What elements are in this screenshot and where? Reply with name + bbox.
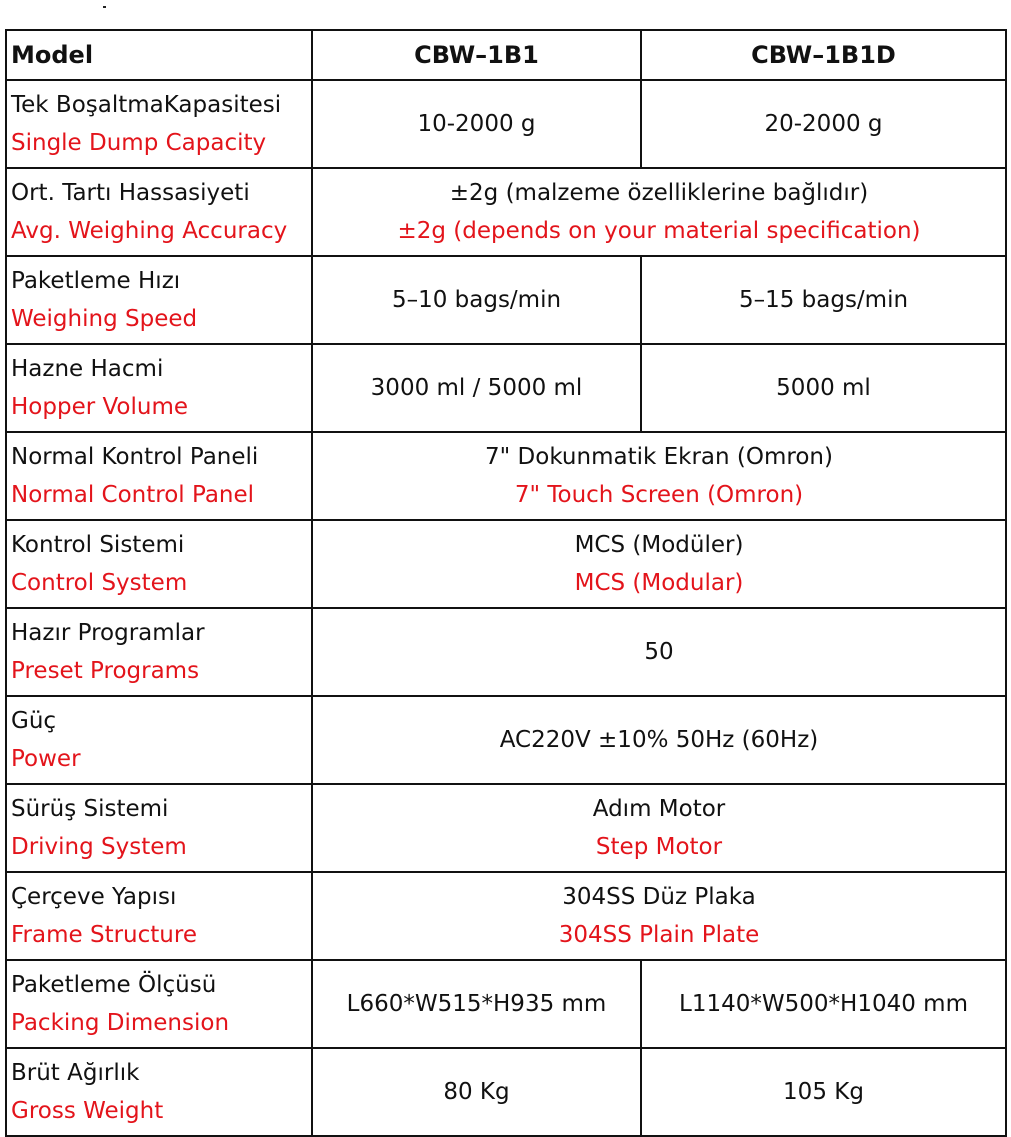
table-row xyxy=(6,168,1006,256)
label-en: Driving System xyxy=(11,834,187,860)
label-tr: Hazır Programlar xyxy=(11,620,205,646)
spec-table xyxy=(5,29,1007,1137)
value-shared: 50 xyxy=(312,608,1006,696)
value-tr: ±2g (malzeme özelliklerine bağlıdır) xyxy=(449,180,869,206)
row-label xyxy=(6,696,312,784)
label-tr: Sürüş Sistemi xyxy=(11,796,169,822)
value-en: 304SS Plain Plate xyxy=(558,922,760,948)
table-row xyxy=(6,344,1006,432)
value-model-2: L1140*W500*H1040 mm xyxy=(641,960,1006,1048)
value-model-1: 5–10 bags/min xyxy=(312,256,641,344)
value-tr: Adım Motor xyxy=(592,796,726,822)
label-tr: Hazne Hacmi xyxy=(11,356,164,382)
value-model-1: 80 Kg xyxy=(312,1048,641,1136)
table-row xyxy=(6,520,1006,608)
value-model-1: L660*W515*H935 mm xyxy=(312,960,641,1048)
value-en: ±2g (depends on your material specification) xyxy=(397,218,921,244)
label-en: Single Dump Capacity xyxy=(11,130,267,156)
value-model-2: 5000 ml xyxy=(641,344,1006,432)
value-model-2: 20-2000 g xyxy=(641,80,1006,168)
value-tr: 304SS Düz Plaka xyxy=(562,884,756,910)
table-row xyxy=(6,872,1006,960)
value-en: 7" Touch Screen (Omron) xyxy=(514,482,804,508)
row-label xyxy=(6,784,312,872)
header-model-label: Model xyxy=(6,30,312,80)
row-label xyxy=(6,344,312,432)
stray-mark xyxy=(103,6,106,8)
table-row xyxy=(6,784,1006,872)
value-shared xyxy=(312,872,1006,960)
label-en: Weighing Speed xyxy=(11,306,198,332)
label-tr: Tek BoşaltmaKapasitesi xyxy=(11,92,282,118)
value-shared xyxy=(312,168,1006,256)
row-label xyxy=(6,80,312,168)
value-en: MCS (Modular) xyxy=(574,570,744,596)
row-label xyxy=(6,1048,312,1136)
value-model-1: 3000 ml / 5000 ml xyxy=(312,344,641,432)
row-label xyxy=(6,168,312,256)
label-tr: Paketleme Hızı xyxy=(11,268,181,294)
label-en: Frame Structure xyxy=(11,922,197,948)
table-row xyxy=(6,608,1006,696)
label-en: Hopper Volume xyxy=(11,394,189,420)
table-row xyxy=(6,80,1006,168)
table-header-row xyxy=(6,30,1006,80)
value-tr: 7" Dokunmatik Ekran (Omron) xyxy=(485,444,833,470)
label-tr: Çerçeve Yapısı xyxy=(11,884,177,910)
label-tr: Güç xyxy=(11,708,57,734)
label-tr: Paketleme Ölçüsü xyxy=(11,972,217,998)
table-row xyxy=(6,960,1006,1048)
table-row xyxy=(6,696,1006,784)
value-shared: AC220V ±10% 50Hz (60Hz) xyxy=(312,696,1006,784)
row-label xyxy=(6,432,312,520)
value-tr: MCS (Modüler) xyxy=(574,532,744,558)
value-en: Step Motor xyxy=(595,834,723,860)
label-en: Preset Programs xyxy=(11,658,200,684)
row-label xyxy=(6,872,312,960)
row-label xyxy=(6,520,312,608)
header-model-2: CBW–1B1D xyxy=(641,30,1006,80)
row-label xyxy=(6,608,312,696)
label-en: Control System xyxy=(11,570,188,596)
table-row xyxy=(6,1048,1006,1136)
label-tr: Kontrol Sistemi xyxy=(11,532,185,558)
label-tr: Brüt Ağırlık xyxy=(11,1060,140,1086)
label-tr: Ort. Tartı Hassasiyeti xyxy=(11,180,250,206)
value-model-2: 5–15 bags/min xyxy=(641,256,1006,344)
value-shared xyxy=(312,784,1006,872)
label-en: Gross Weight xyxy=(11,1098,164,1124)
label-en: Packing Dimension xyxy=(11,1010,230,1036)
value-model-1: 10-2000 g xyxy=(312,80,641,168)
value-shared xyxy=(312,520,1006,608)
table-row xyxy=(6,432,1006,520)
label-en: Avg. Weighing Accuracy xyxy=(11,218,288,244)
table-row xyxy=(6,256,1006,344)
header-model-1: CBW–1B1 xyxy=(312,30,641,80)
label-tr: Normal Kontrol Paneli xyxy=(11,444,259,470)
value-model-2: 105 Kg xyxy=(641,1048,1006,1136)
label-en: Power xyxy=(11,746,81,772)
row-label xyxy=(6,256,312,344)
value-shared xyxy=(312,432,1006,520)
row-label xyxy=(6,960,312,1048)
label-en: Normal Control Panel xyxy=(11,482,255,508)
